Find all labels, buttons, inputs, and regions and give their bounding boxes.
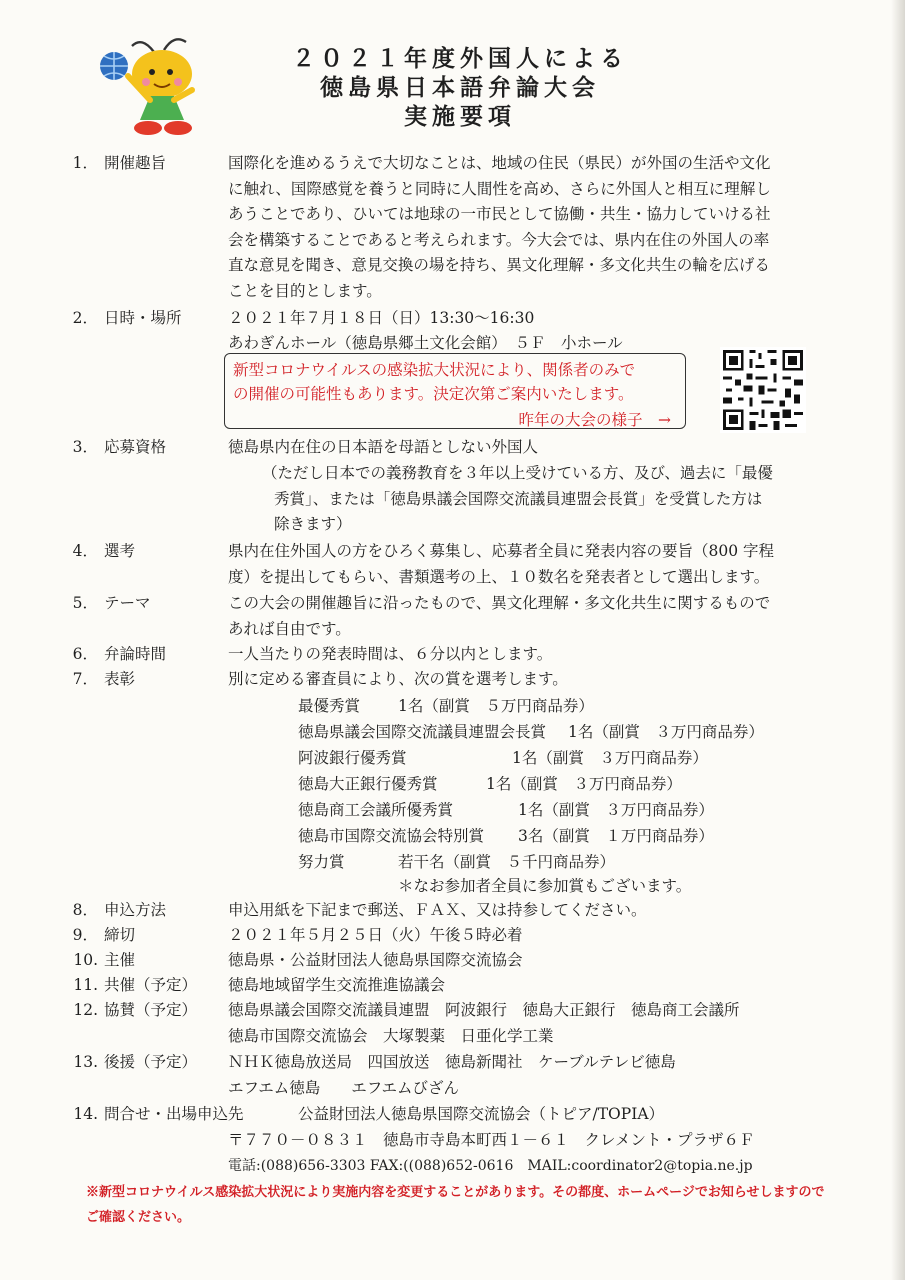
- covid-notice-box: [224, 353, 686, 429]
- sponsors: 徳島県議会国際交流議員連盟 阿波銀行 徳島大正銀行 徳島商工会議所 徳島市国際交流協会 大塚製薬 日亜化学工業: [228, 1001, 740, 1045]
- section-8-heading: 8． 申込方法: [72, 901, 167, 919]
- contact-org: 公益財団法人徳島県国際交流協会（トピア/TOPIA）: [298, 1105, 665, 1123]
- title-line-2: 徳島県日本語弁論大会: [320, 74, 600, 101]
- application-method: 申込用紙を下記まで郵送、ＦＡＸ、又は持参してください。: [228, 901, 647, 919]
- awards-note: ＊なお参加者全員に参加賞もございます。: [398, 877, 692, 895]
- section-6-heading: 6． 弁論時間: [72, 645, 167, 663]
- award-detail: 若干名（副賞 ５千円商品券）: [398, 853, 616, 871]
- awards-intro: 別に定める審査員により、次の賞を選考します。: [228, 670, 568, 688]
- eligibility-text: 徳島県内在住の日本語を母語としない外国人: [228, 438, 539, 456]
- section-10-heading: 10. 主催: [73, 951, 136, 969]
- award-name: 阿波銀行優秀賞: [298, 749, 407, 767]
- award-name: 徳島商工会議所優秀賞: [298, 801, 454, 819]
- section-4-heading: 4． 選考: [72, 542, 136, 560]
- eligibility-note: （ただし日本での義務教育を３年以上受けている方、及び、過去に「最優 秀賞」、または「徳島県議会国際交流議員連盟会長賞」を受賞した方は 除きます）: [262, 464, 773, 533]
- qr-code[interactable]: [720, 347, 806, 433]
- section-14-heading: 14. 問合せ・出場申込先: [73, 1105, 244, 1123]
- title-line-1: ２０２１年度外国人による: [292, 45, 628, 72]
- section-9-heading: 9． 締切: [72, 926, 136, 944]
- organizer: 徳島県・公益財団法人徳島県国際交流協会: [228, 951, 523, 969]
- award-name: 徳島県議会国際交流議員連盟会長賞: [298, 723, 547, 741]
- selection-text: 県内在住外国人の方をひろく募集し、応募者全員に発表内容の要旨（800 字程 度）を提出してもらい、書類選考の上、１０数名を発表者として選出します。: [228, 542, 775, 586]
- award-detail: 1名（副賞 ３万円商品券）: [518, 801, 714, 819]
- award-name: 徳島市国際交流協会特別賞: [298, 827, 485, 845]
- supporters: ＮＨＫ徳島放送局 四国放送 徳島新聞社 ケーブルテレビ徳島 エフエム徳島 エフエムびざん: [228, 1053, 676, 1097]
- contact-address: 〒７７０－０８３１ 徳島市寺島本町西１－６１ クレメント・プラザ６Ｆ: [228, 1131, 755, 1149]
- contact-phone-email[interactable]: 電話:(088)656-3303 FAX:((088)652-0616 MAIL:coordinator2@topia.ne.jp: [228, 1158, 753, 1174]
- notice-line-2: の開催の可能性もあります。決定次第ご案内いたします。: [233, 385, 634, 403]
- award-detail: 1名（副賞 ３万円商品券）: [486, 775, 682, 793]
- section-5-heading: 5． テーマ: [72, 594, 151, 612]
- page-edge-shadow: [891, 0, 905, 1280]
- section-13-heading: 13. 後援（予定）: [73, 1053, 198, 1071]
- award-detail: 1名（副賞 ５万円商品券）: [398, 697, 594, 715]
- award-detail: 1名（副賞 ３万円商品券）: [568, 723, 764, 741]
- award-name: 努力賞: [298, 853, 345, 871]
- notice-line-1: 新型コロナウイルスの感染拡大状況により、関係者のみで: [233, 361, 636, 379]
- section-3-heading: 3． 応募資格: [72, 438, 167, 456]
- title-line-3: 実施要項: [404, 103, 516, 130]
- deadline: ２０２１年５月２５日（火）午後５時必着: [228, 926, 523, 944]
- award-name: 徳島大正銀行優秀賞: [298, 775, 438, 793]
- section-11-heading: 11. 共催（予定）: [73, 976, 198, 994]
- theme-text: この大会の開催趣旨に沿ったもので、異文化理解・多文化共生に関するもので あれば自由です。: [228, 594, 771, 638]
- award-detail: 1名（副賞 ３万円商品券）: [512, 749, 708, 767]
- section-12-heading: 12. 協賛（予定）: [73, 1001, 198, 1019]
- mascot-logo: [92, 32, 212, 142]
- document-title: [230, 44, 690, 131]
- section-1-heading: 1． 開催趣旨: [72, 154, 167, 172]
- event-venue: あわぎんホール（徳島県郷土文化会館） ５Ｆ 小ホール: [228, 334, 623, 352]
- award-detail: 3名（副賞 １万円商品券）: [518, 827, 714, 845]
- last-year-link[interactable]: 昨年の大会の様子 →: [518, 411, 671, 429]
- speech-time-text: 一人当たりの発表時間は、６分以内とします。: [228, 645, 553, 663]
- purpose-text: 国際化を進めるうえで大切なことは、地域の住民（県民）が外国の生活や文化 に触れ、国際感覚を養うと同時に人間性を高め、さらに外国人と相互に理解し あうことであり、ひいては地球の一市民として協働・共生・協力していける社 会を構築することであると考えられます。今大会では、県内在住の外国人の率 直な意見を聞き、意見交換の場を持ち、異文化理解・多文化共生の輪を広げる ことを目的とします。: [228, 154, 771, 300]
- cosponsor: 徳島地域留学生交流推進協議会: [228, 976, 446, 994]
- event-datetime: ２０２１年７月１８日（日）13:30～16:30: [228, 309, 535, 327]
- award-name: 最優秀賞: [298, 697, 361, 715]
- section-7-heading: 7． 表彰: [72, 670, 136, 688]
- section-2-heading: 2． 日時・場所: [72, 309, 182, 327]
- footer-notice: ※新型コロナウイルス感染拡大状況により実施内容を変更することがあります。その都度、ホームページでお知らせしますのでご確認ください。: [86, 1185, 825, 1225]
